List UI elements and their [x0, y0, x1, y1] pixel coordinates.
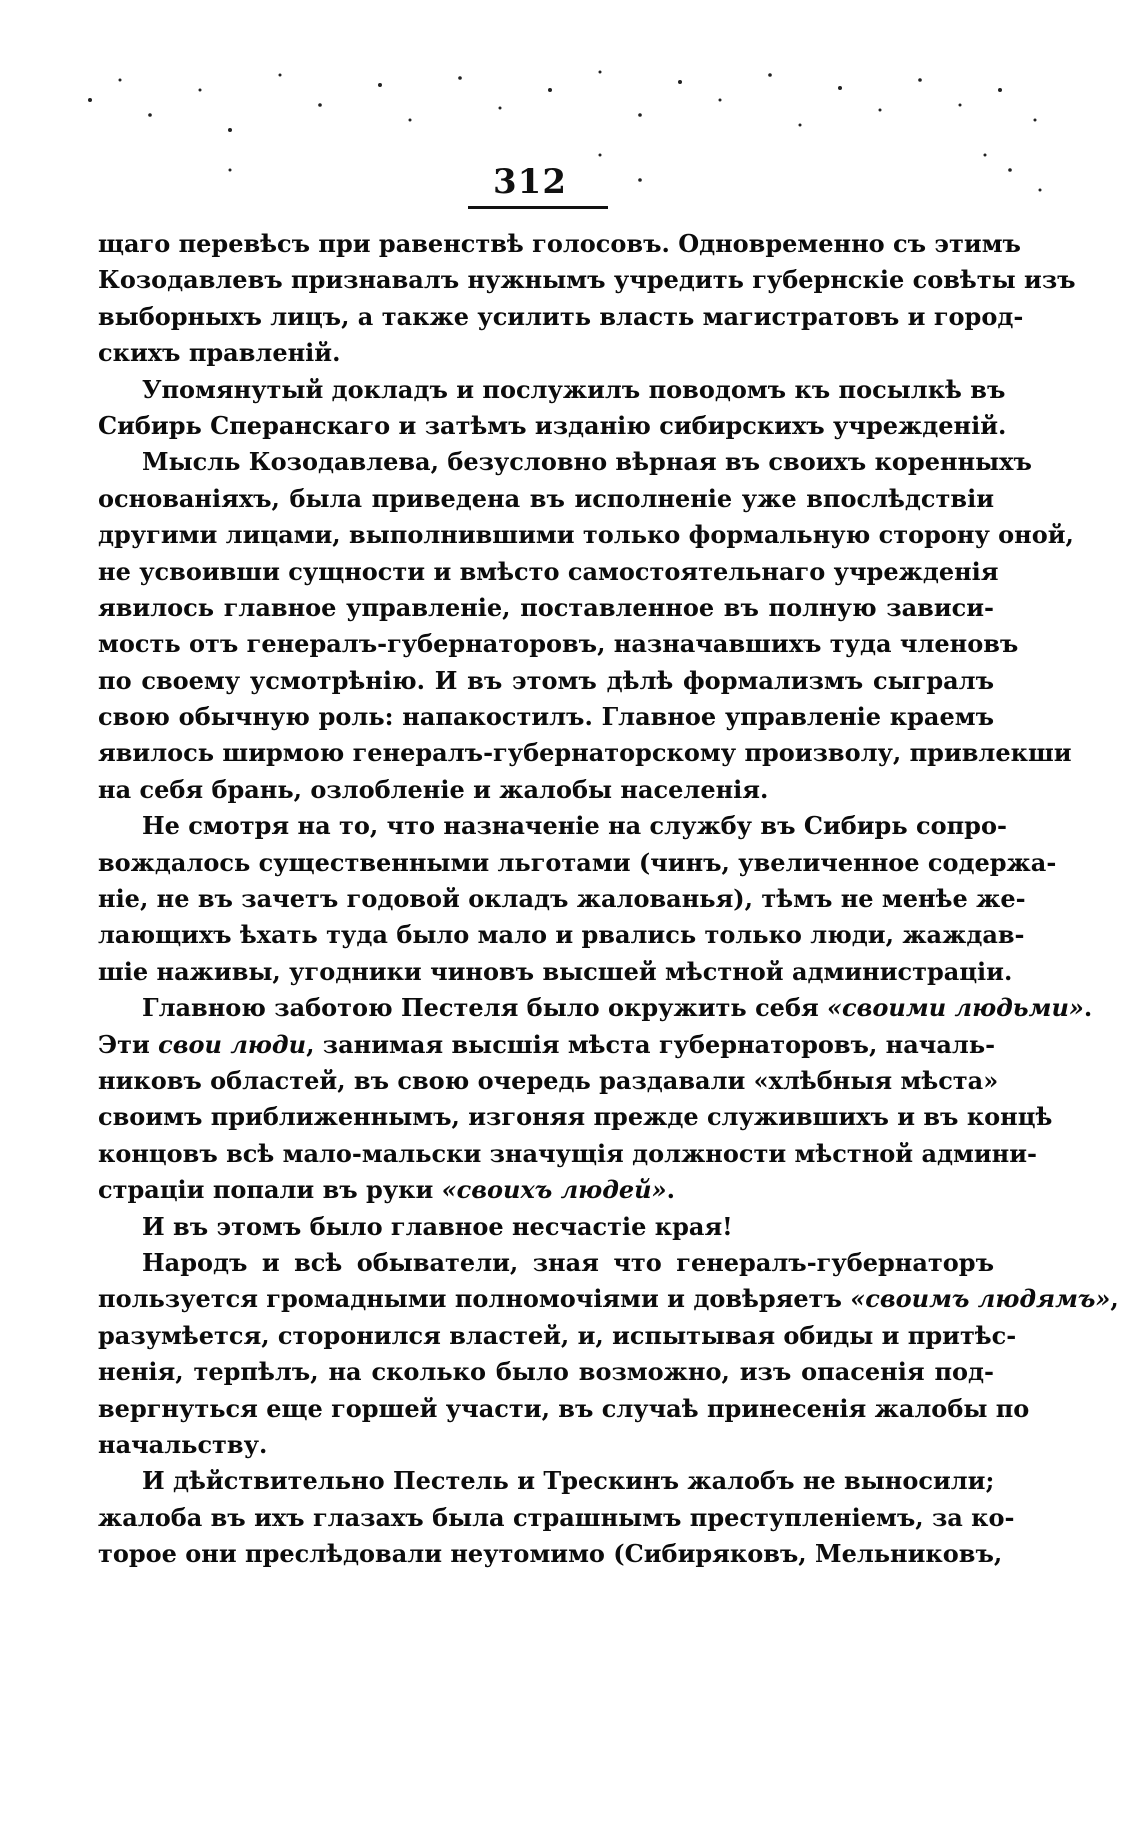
text-line: скихъ правленій. — [98, 338, 341, 368]
text-line: ніе, не въ зачетъ годовой окладъ жалованья), тѣмъ не менѣе же- — [98, 884, 1026, 914]
text-line: основаніяхъ, была приведена въ исполненіе уже впослѣдствіи — [98, 483, 994, 513]
italic-phrase: «своими людьми» — [827, 993, 1084, 1023]
text-line: ненія, терпѣлъ, на сколько было возможно, изъ опасенія под- — [98, 1357, 994, 1387]
text-line: лающихъ ѣхать туда было мало и рвались только люди, жаждав- — [98, 920, 1025, 950]
text-line: Народъ и всѣ обыватели, зная что генералъ-губернаторъ — [142, 1247, 994, 1277]
text-line: пользуется громадными полномочіями и довѣряетъ «своимъ людямъ», — [98, 1284, 1119, 1314]
text-line: Не смотря на то, что назначеніе на службу въ Сибирь сопро- — [142, 811, 1007, 841]
text-line: явилось ширмою генералъ-губернаторскому произволу, привлекши — [98, 738, 1072, 768]
italic-phrase: «своимъ людямъ» — [850, 1284, 1111, 1314]
text-line: своимъ приближеннымъ, изгоняя прежде служившихъ и въ концѣ — [98, 1102, 1053, 1132]
text-line: Эти свои люди, занимая высшія мѣста губернаторовъ, началь- — [98, 1029, 996, 1059]
header-rule — [468, 206, 608, 209]
text-line: щаго перевѣсъ при равенствѣ голосовъ. Одновременно съ этимъ — [98, 229, 1021, 258]
italic-phrase: «своихъ людей» — [441, 1175, 667, 1205]
text-line: вождалось существенными льготами (чинъ, увеличенное содержа- — [98, 847, 1057, 877]
text-line: выборныхъ лицъ, а также усилить власть магистратовъ и город- — [98, 301, 1024, 331]
text-line: явилось главное управленіе, поставленное въ полную зависи- — [98, 592, 994, 622]
page-number: 312 — [493, 162, 567, 202]
text-line: Главною заботою Пестеля было окружить себя «своими людьми». — [142, 993, 1093, 1023]
text-line: свою обычную роль: напакостилъ. Главное управленіе краемъ — [98, 702, 994, 732]
text-line: Мысль Козодавлева, безусловно вѣрная въ своихъ коренныхъ — [142, 447, 1032, 477]
text-line: И въ этомъ было главное несчастіе края! — [142, 1211, 733, 1241]
text-line: другими лицами, выполнившими только формальную сторону оной, — [98, 520, 1074, 550]
text-line: разумѣется, сторонился властей, и, испытывая обиды и притѣс- — [98, 1320, 1017, 1350]
text-line: никовъ областей, въ свою очередь раздавали «хлѣбныя мѣста» — [98, 1065, 999, 1095]
text-line: концовъ всѣ мало-мальски значущія должности мѣстной админи- — [98, 1138, 1037, 1168]
text-line: страціи попали въ руки «своихъ людей». — [98, 1175, 675, 1205]
text-line: по своему усмотрѣнію. И въ этомъ дѣлѣ формализмъ сыгралъ — [98, 665, 994, 695]
text-line: жалоба въ ихъ глазахъ была страшнымъ преступленіемъ, за ко- — [98, 1502, 1015, 1532]
text-line: Упомянутый докладъ и послужилъ поводомъ къ посылкѣ въ — [142, 374, 1006, 404]
text-line: И дѣйствительно Пестель и Трескинъ жалобъ не выносили; — [142, 1466, 995, 1496]
text-line: торое они преслѣдовали неутомимо (Сибиряковъ, Мельниковъ, — [98, 1539, 1003, 1569]
text-line: не усвоивши сущности и вмѣсто самостоятельнаго учрежденія — [98, 556, 999, 586]
body-text — [98, 226, 1119, 1572]
text-line: шіе наживы, угодники чиновъ высшей мѣстной администраціи. — [98, 956, 1013, 986]
text-line: вергнуться еще горшей участи, въ случаѣ принесенія жалобы по — [98, 1393, 1030, 1423]
text-line: на себя брань, озлобленіе и жалобы населенія. — [98, 774, 769, 804]
text-line: Сибирь Сперанскаго и затѣмъ изданію сибирскихъ учрежденій. — [98, 410, 1007, 440]
italic-phrase: свои люди — [158, 1029, 307, 1059]
text-line: начальству. — [98, 1429, 268, 1459]
text-line: мость отъ генералъ-губернаторовъ, назначавшихъ туда членовъ — [98, 629, 1019, 659]
text-line: Козодавлевъ признавалъ нужнымъ учредить губернскіе совѣты изъ — [98, 265, 1076, 295]
